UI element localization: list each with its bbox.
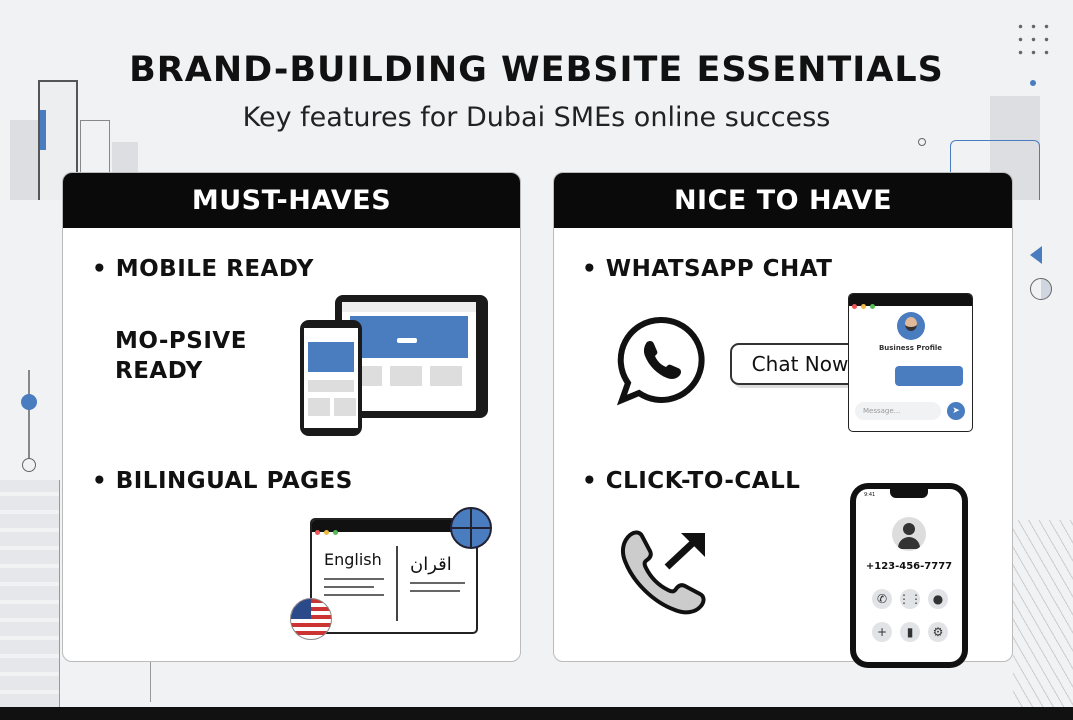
globe-icon <box>450 507 492 549</box>
phone-call-icon <box>615 525 710 620</box>
caption-line-2: READY <box>115 358 203 384</box>
mobile-ready-item: • MOBILE READY <box>92 256 314 282</box>
contacts-icon[interactable]: ● <box>928 589 948 609</box>
whatsapp-chat-label: WHATSAPP CHAT <box>605 256 833 282</box>
circuit-left <box>0 370 60 470</box>
message-input[interactable]: Message... <box>855 402 941 420</box>
avatar <box>897 312 925 340</box>
page-title: BRAND-BUILDING WEBSITE ESSENTIALS <box>129 50 944 90</box>
bilingual-pages-label: BILINGUAL PAGES <box>115 468 353 494</box>
status-time: 9:41 <box>864 492 876 498</box>
footer-bar <box>0 707 1073 720</box>
click-to-call-item: • CLICK-TO-CALL <box>582 468 801 494</box>
phone-number: +123-456-7777 <box>865 561 953 572</box>
mobile-ready-label: MOBILE READY <box>115 256 314 282</box>
must-haves-heading: MUST-HAVES <box>63 173 520 228</box>
chat-window <box>848 293 973 432</box>
us-flag-icon <box>290 598 332 640</box>
whatsapp-chat-item: • WHATSAPP CHAT <box>582 256 833 282</box>
click-to-call-label: CLICK-TO-CALL <box>605 468 801 494</box>
building-bottom-left <box>0 480 60 708</box>
video-call-icon[interactable]: ▮ <box>900 622 920 642</box>
windows-bottom <box>150 662 200 702</box>
mobile-ready-caption <box>115 326 247 386</box>
arabic-label: اقران <box>410 554 452 575</box>
half-circle-icon <box>1030 278 1052 300</box>
english-label: English <box>324 550 382 569</box>
message-bubble <box>895 366 963 386</box>
whatsapp-icon <box>614 314 708 406</box>
page-subtitle: Key features for Dubai SMEs online success <box>242 102 831 133</box>
triangle-icon <box>1030 246 1042 264</box>
bilingual-pages-item: • BILINGUAL PAGES <box>92 468 353 494</box>
building-bottom-right <box>1013 520 1073 708</box>
add-call-icon[interactable]: + <box>872 622 892 642</box>
keypad-icon[interactable]: ⋮⋮ <box>900 589 920 609</box>
caption-line-1: MO-PSIVE <box>115 328 247 354</box>
chat-now-bubble[interactable]: Chat Now <box>730 343 870 385</box>
business-profile-label: Business Profile <box>878 344 943 352</box>
send-icon[interactable]: ➤ <box>947 402 965 420</box>
nice-to-have-heading: NICE TO HAVE <box>554 173 1012 228</box>
call-button-icon[interactable]: ✆ <box>872 589 892 609</box>
contact-avatar <box>892 517 926 551</box>
phone-illustration <box>300 320 362 436</box>
smartphone-illustration <box>850 483 968 668</box>
settings-icon[interactable]: ⚙ <box>928 622 948 642</box>
